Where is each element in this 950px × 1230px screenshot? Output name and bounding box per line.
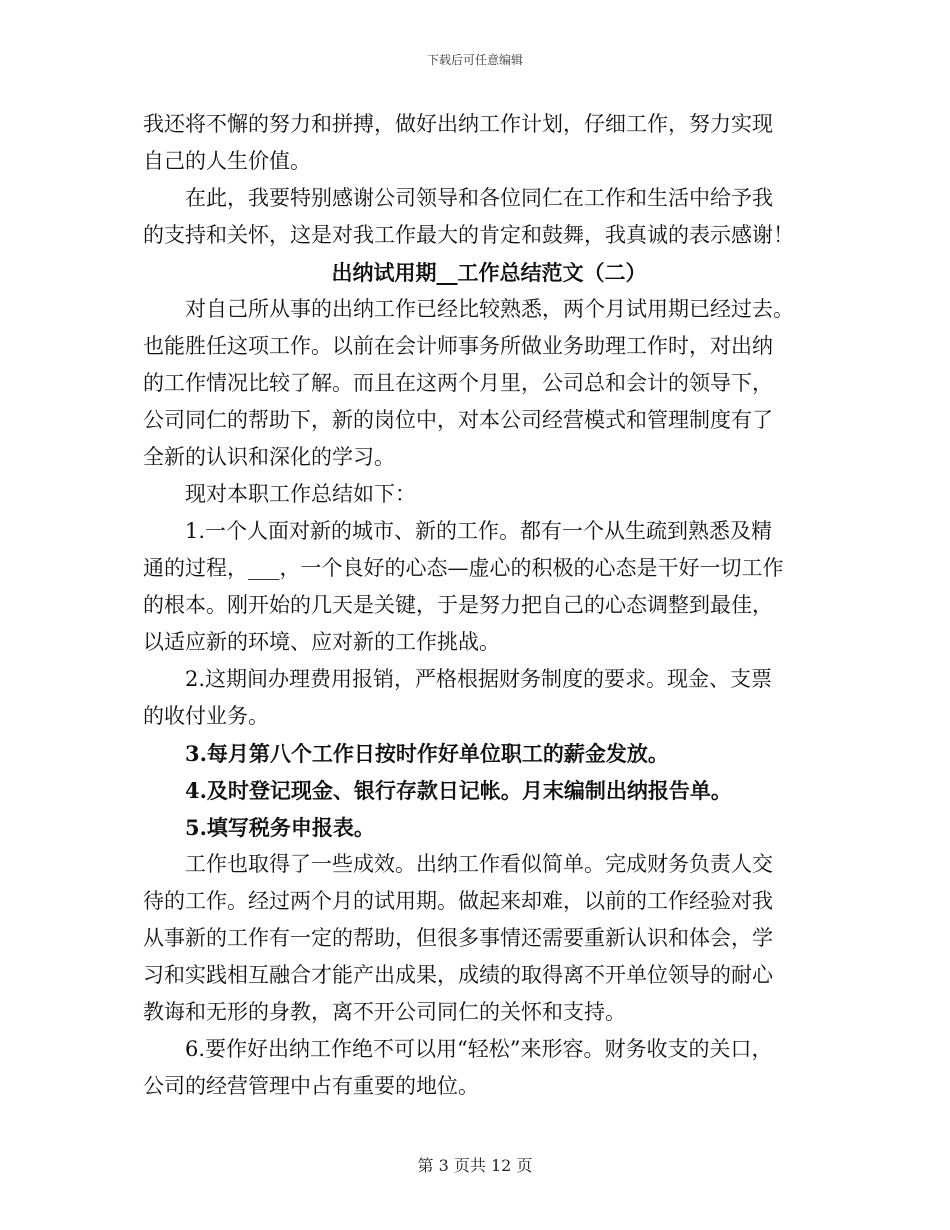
paragraph-line: 从事新的工作有一定的帮助，但很多事情还需要重新认识和体会，学: [143, 926, 773, 950]
page-number: 第 3 页共 12 页: [417, 1156, 533, 1175]
paragraph-line: 习和实践相互融合才能产出成果，成绩的取得离不开单位领导的耐心: [143, 963, 773, 987]
paragraph-line: 教诲和无形的身教，离不开公司同仁的关怀和支持。: [143, 1000, 626, 1024]
paragraph-line: 在此，我要特别感谢公司领导和各位同仁在工作和生活中给予我: [185, 186, 773, 210]
list-item-line: 的收付业务。: [143, 704, 269, 728]
page-header: 下载后可任意编辑: [426, 53, 523, 67]
list-item-line: 以适应新的环境、应对新的工作挑战。: [143, 630, 500, 654]
paragraph-line: 也能胜任这项工作。以前在会计师事务所做业务助理工作时，对出纳: [143, 334, 773, 358]
paragraph-line: 对自己所从事的出纳工作已经比较熟悉，两个月试用期已经过去。: [185, 297, 794, 321]
paragraph-line: 自己的人生价值。: [143, 149, 311, 173]
list-item-line: 4.及时登记现金、银行存款日记帐。月末编制出纳报告单。: [185, 778, 732, 803]
list-item-line: 5.填写税务申报表。: [185, 815, 375, 840]
list-item-line: 通的过程，___，一个良好的心态—虚心的积极的心态是干好一切工作: [143, 556, 784, 580]
paragraph-line: 工作也取得了一些成效。出纳工作看似简单。完成财务负责人交: [185, 852, 773, 876]
paragraph-line: 全新的认识和深化的学习。: [143, 445, 395, 469]
section-title: 出纳试用期__工作总结范文（二）: [331, 260, 647, 285]
paragraph-line: 我还将不懈的努力和拼搏，做好出纳工作计划，仔细工作，努力实现: [143, 112, 773, 136]
paragraph-line: 公司同仁的帮助下，新的岗位中，对本公司经营模式和管理制度有了: [143, 408, 773, 432]
list-item-line: 6.要作好出纳工作绝不可以用“轻松”来形容。财务收支的关口，: [185, 1037, 773, 1061]
paragraph-line: 的支持和关怀，这是对我工作最大的肯定和鼓舞，我真诚的表示感谢！: [143, 223, 794, 247]
list-item-line: 2.这期间办理费用报销，严格根据财务制度的要求。现金、支票: [185, 667, 773, 691]
list-item-line: 的根本。刚开始的几天是关键，于是努力把自己的心态调整到最佳，: [143, 593, 773, 617]
list-item-line: 1.一个人面对新的城市、新的工作。都有一个从生疏到熟悉及精: [185, 519, 773, 543]
document-body: [143, 106, 815, 1105]
list-item-line: 公司的经营管理中占有重要的地位。: [143, 1074, 479, 1098]
paragraph-line: 的工作情况比较了解。而且在这两个月里，公司总和会计的领导下，: [143, 371, 773, 395]
paragraph-line: 现对本职工作总结如下：: [185, 482, 416, 506]
paragraph-line: 待的工作。经过两个月的试用期。做起来却难，以前的工作经验对我: [143, 889, 773, 913]
list-item-line: 3.每月第八个工作日按时作好单位职工的薪金发放。: [185, 741, 669, 766]
